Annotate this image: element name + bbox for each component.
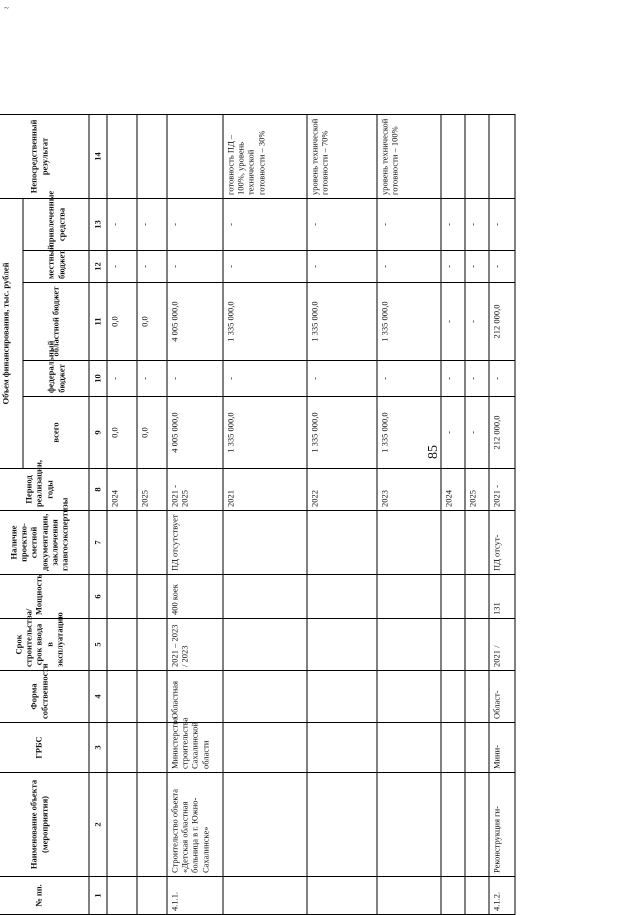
header-attracted-funds: привлеченные средства — [23, 198, 89, 250]
financing-table-rotated — [0, 115, 504, 915]
header-grbs: ГРБС — [0, 723, 89, 773]
cell-result — [167, 114, 223, 198]
page-number: 85 — [426, 445, 441, 459]
header-capacity: Мощность — [0, 575, 89, 619]
col-number: 4 — [89, 671, 107, 723]
cell-period: 2023 — [377, 469, 441, 511]
cell-object-name — [307, 773, 377, 877]
cell-total: 1 335 000,0 — [307, 397, 377, 469]
cell-federal: - — [307, 361, 377, 397]
cell-grbs: Мини- — [489, 723, 515, 773]
cell-period: 2025 — [137, 469, 167, 511]
cell-regional: - — [441, 283, 465, 361]
cell-regional: - — [465, 283, 489, 361]
cell-design-docs — [223, 511, 307, 575]
cell-number: 4.1.2. — [489, 877, 515, 915]
cell-federal: - — [223, 361, 307, 397]
cell-design-docs — [377, 511, 441, 575]
cell-capacity — [107, 575, 137, 619]
cell-result — [441, 114, 465, 198]
cell-federal: - — [441, 361, 465, 397]
cell-construction-term — [223, 619, 307, 671]
header-total: всего — [23, 397, 89, 469]
cell-result: уровень технической готовности – 100% — [377, 114, 441, 198]
cell-federal: - — [377, 361, 441, 397]
col-number: 2 — [89, 773, 107, 877]
cell-number — [465, 877, 489, 915]
cell-object-name: Реконструкция ги- — [489, 773, 515, 877]
table-row — [377, 114, 441, 914]
cell-capacity — [137, 575, 167, 619]
col-number: 14 — [89, 114, 107, 198]
cell-local: - — [223, 251, 307, 283]
cell-ownership — [137, 671, 167, 723]
cell-local: - — [489, 251, 515, 283]
cell-design-docs: ПД отсутствует — [167, 511, 223, 575]
cell-total: 0,0 — [137, 397, 167, 469]
cell-period: 2024 — [107, 469, 137, 511]
cell-total: - — [441, 397, 465, 469]
table-row — [137, 114, 167, 914]
cell-result — [107, 114, 137, 198]
cell-number — [137, 877, 167, 915]
cell-total: 4 005 000,0 — [167, 397, 223, 469]
cell-capacity — [223, 575, 307, 619]
cell-ownership — [441, 671, 465, 723]
table-row — [107, 114, 137, 914]
cell-number — [107, 877, 137, 915]
cell-ownership — [307, 671, 377, 723]
cell-object-name — [377, 773, 441, 877]
cell-regional: 0,0 — [137, 283, 167, 361]
cell-total: 212 000,0 — [489, 397, 515, 469]
cell-attracted: - — [167, 198, 223, 250]
header-design-docs: Наличие проектно-сметной документации, заключения главгосэкспертизы — [0, 511, 89, 575]
table-row — [167, 114, 223, 914]
column-numbers-row — [89, 114, 107, 914]
cell-federal: - — [137, 361, 167, 397]
col-number: 12 — [89, 251, 107, 283]
table-row — [223, 114, 307, 914]
table-row — [489, 114, 515, 914]
cell-construction-term: 2021 / — [489, 619, 515, 671]
cell-attracted: - — [137, 198, 167, 250]
cell-regional: 0,0 — [107, 283, 137, 361]
cell-regional: 1 335 000,0 — [307, 283, 377, 361]
cell-attracted: - — [489, 198, 515, 250]
cell-design-docs: ПД отсут- — [489, 511, 515, 575]
cell-total: - — [465, 397, 489, 469]
cell-construction-term — [307, 619, 377, 671]
cell-result: готовность ПД – 100%, уровень технической готовности – 30% — [223, 114, 307, 198]
cell-federal: - — [489, 361, 515, 397]
cell-total: 0,0 — [107, 397, 137, 469]
cell-ownership — [107, 671, 137, 723]
table-row — [441, 114, 465, 914]
cell-result — [137, 114, 167, 198]
cell-period: 2021 — [223, 469, 307, 511]
cell-object-name — [107, 773, 137, 877]
header-construction-term: Срок строительства/срок ввода в эксплуатацию — [0, 619, 89, 671]
cell-period: 2025 — [465, 469, 489, 511]
cell-object-name — [137, 773, 167, 877]
cell-design-docs — [441, 511, 465, 575]
cell-ownership: Областная — [167, 671, 223, 723]
col-number: 10 — [89, 361, 107, 397]
header-local-budget: местный бюджет — [23, 251, 89, 283]
cell-design-docs — [465, 511, 489, 575]
table-row — [465, 114, 489, 914]
col-number: 8 — [89, 469, 107, 511]
cell-capacity — [465, 575, 489, 619]
cell-federal: - — [167, 361, 223, 397]
cell-local: - — [167, 251, 223, 283]
cell-period: 2021 - 2025 — [167, 469, 223, 511]
cell-design-docs — [107, 511, 137, 575]
cell-capacity — [307, 575, 377, 619]
cell-object-name — [465, 773, 489, 877]
cell-local: - — [441, 251, 465, 283]
cell-local: - — [307, 251, 377, 283]
cell-result: уровень технической готовности – 70% — [307, 114, 377, 198]
col-number: 6 — [89, 575, 107, 619]
cell-local: - — [137, 251, 167, 283]
cell-grbs — [465, 723, 489, 773]
cell-regional: 1 335 000,0 — [223, 283, 307, 361]
cell-construction-term — [465, 619, 489, 671]
cell-regional: 4 005 000,0 — [167, 283, 223, 361]
cell-total: 1 335 000,0 — [223, 397, 307, 469]
cell-grbs — [377, 723, 441, 773]
cell-ownership — [223, 671, 307, 723]
col-number: 11 — [89, 283, 107, 361]
cell-grbs — [223, 723, 307, 773]
header-number: № пп. — [0, 877, 89, 915]
cell-grbs — [107, 723, 137, 773]
table-row — [307, 114, 377, 914]
cell-ownership — [465, 671, 489, 723]
cell-attracted: - — [377, 198, 441, 250]
col-number: 3 — [89, 723, 107, 773]
cell-result — [489, 114, 515, 198]
cell-local: - — [465, 251, 489, 283]
header-object-name: Наименование объекта (мероприятия) — [0, 773, 89, 877]
cell-construction-term — [137, 619, 167, 671]
cell-attracted: - — [307, 198, 377, 250]
cell-ownership: Област- — [489, 671, 515, 723]
cell-grbs — [307, 723, 377, 773]
col-number: 5 — [89, 619, 107, 671]
cell-construction-term — [441, 619, 465, 671]
cell-capacity: 131 — [489, 575, 515, 619]
cell-construction-term: 2021 – 2023 / 2023 — [167, 619, 223, 671]
cell-attracted: - — [441, 198, 465, 250]
cell-number — [441, 877, 465, 915]
header-result: Непосредственный результат — [0, 114, 89, 198]
cell-local: - — [377, 251, 441, 283]
header-financing-group: Объем финансирования, тыс. рублей — [0, 198, 23, 468]
col-number: 13 — [89, 198, 107, 250]
cell-regional: 1 335 000,0 — [377, 283, 441, 361]
cell-capacity — [441, 575, 465, 619]
cell-number — [377, 877, 441, 915]
col-number: 7 — [89, 511, 107, 575]
col-number: 9 — [89, 397, 107, 469]
cell-period: 2022 — [307, 469, 377, 511]
cell-period: 2021 - — [489, 469, 515, 511]
cell-grbs — [137, 723, 167, 773]
cell-regional: 212 000,0 — [489, 283, 515, 361]
cell-capacity — [377, 575, 441, 619]
cell-construction-term — [107, 619, 137, 671]
cell-number — [307, 877, 377, 915]
corner-mark: ~ — [4, 3, 9, 13]
cell-ownership — [377, 671, 441, 723]
cell-object-name: Строительство объекта «Детская областная больница в г. Южно-Сахалинске» — [167, 773, 223, 877]
cell-local: - — [107, 251, 137, 283]
header-federal-budget: федеральный бюджет — [23, 361, 89, 397]
cell-federal: - — [465, 361, 489, 397]
cell-attracted: - — [107, 198, 137, 250]
header-regional-budget: областной бюджет — [23, 283, 89, 361]
cell-grbs: Министерство строительства Сахалинской области — [167, 723, 223, 773]
cell-federal: - — [107, 361, 137, 397]
cell-capacity: 400 коек — [167, 575, 223, 619]
cell-attracted: - — [223, 198, 307, 250]
cell-result — [465, 114, 489, 198]
cell-attracted: - — [465, 198, 489, 250]
header-ownership: Форма собственности — [0, 671, 89, 723]
col-number: 1 — [89, 877, 107, 915]
cell-grbs — [441, 723, 465, 773]
cell-construction-term — [377, 619, 441, 671]
header-period: Период реализации, годы — [0, 469, 89, 511]
cell-number: 4.1.1. — [167, 877, 223, 915]
cell-period: 2024 — [441, 469, 465, 511]
cell-number — [223, 877, 307, 915]
financing-table — [0, 114, 516, 915]
cell-total: 1 335 000,0 — [377, 397, 441, 469]
cell-object-name — [441, 773, 465, 877]
cell-object-name — [223, 773, 307, 877]
cell-design-docs — [307, 511, 377, 575]
cell-design-docs — [137, 511, 167, 575]
